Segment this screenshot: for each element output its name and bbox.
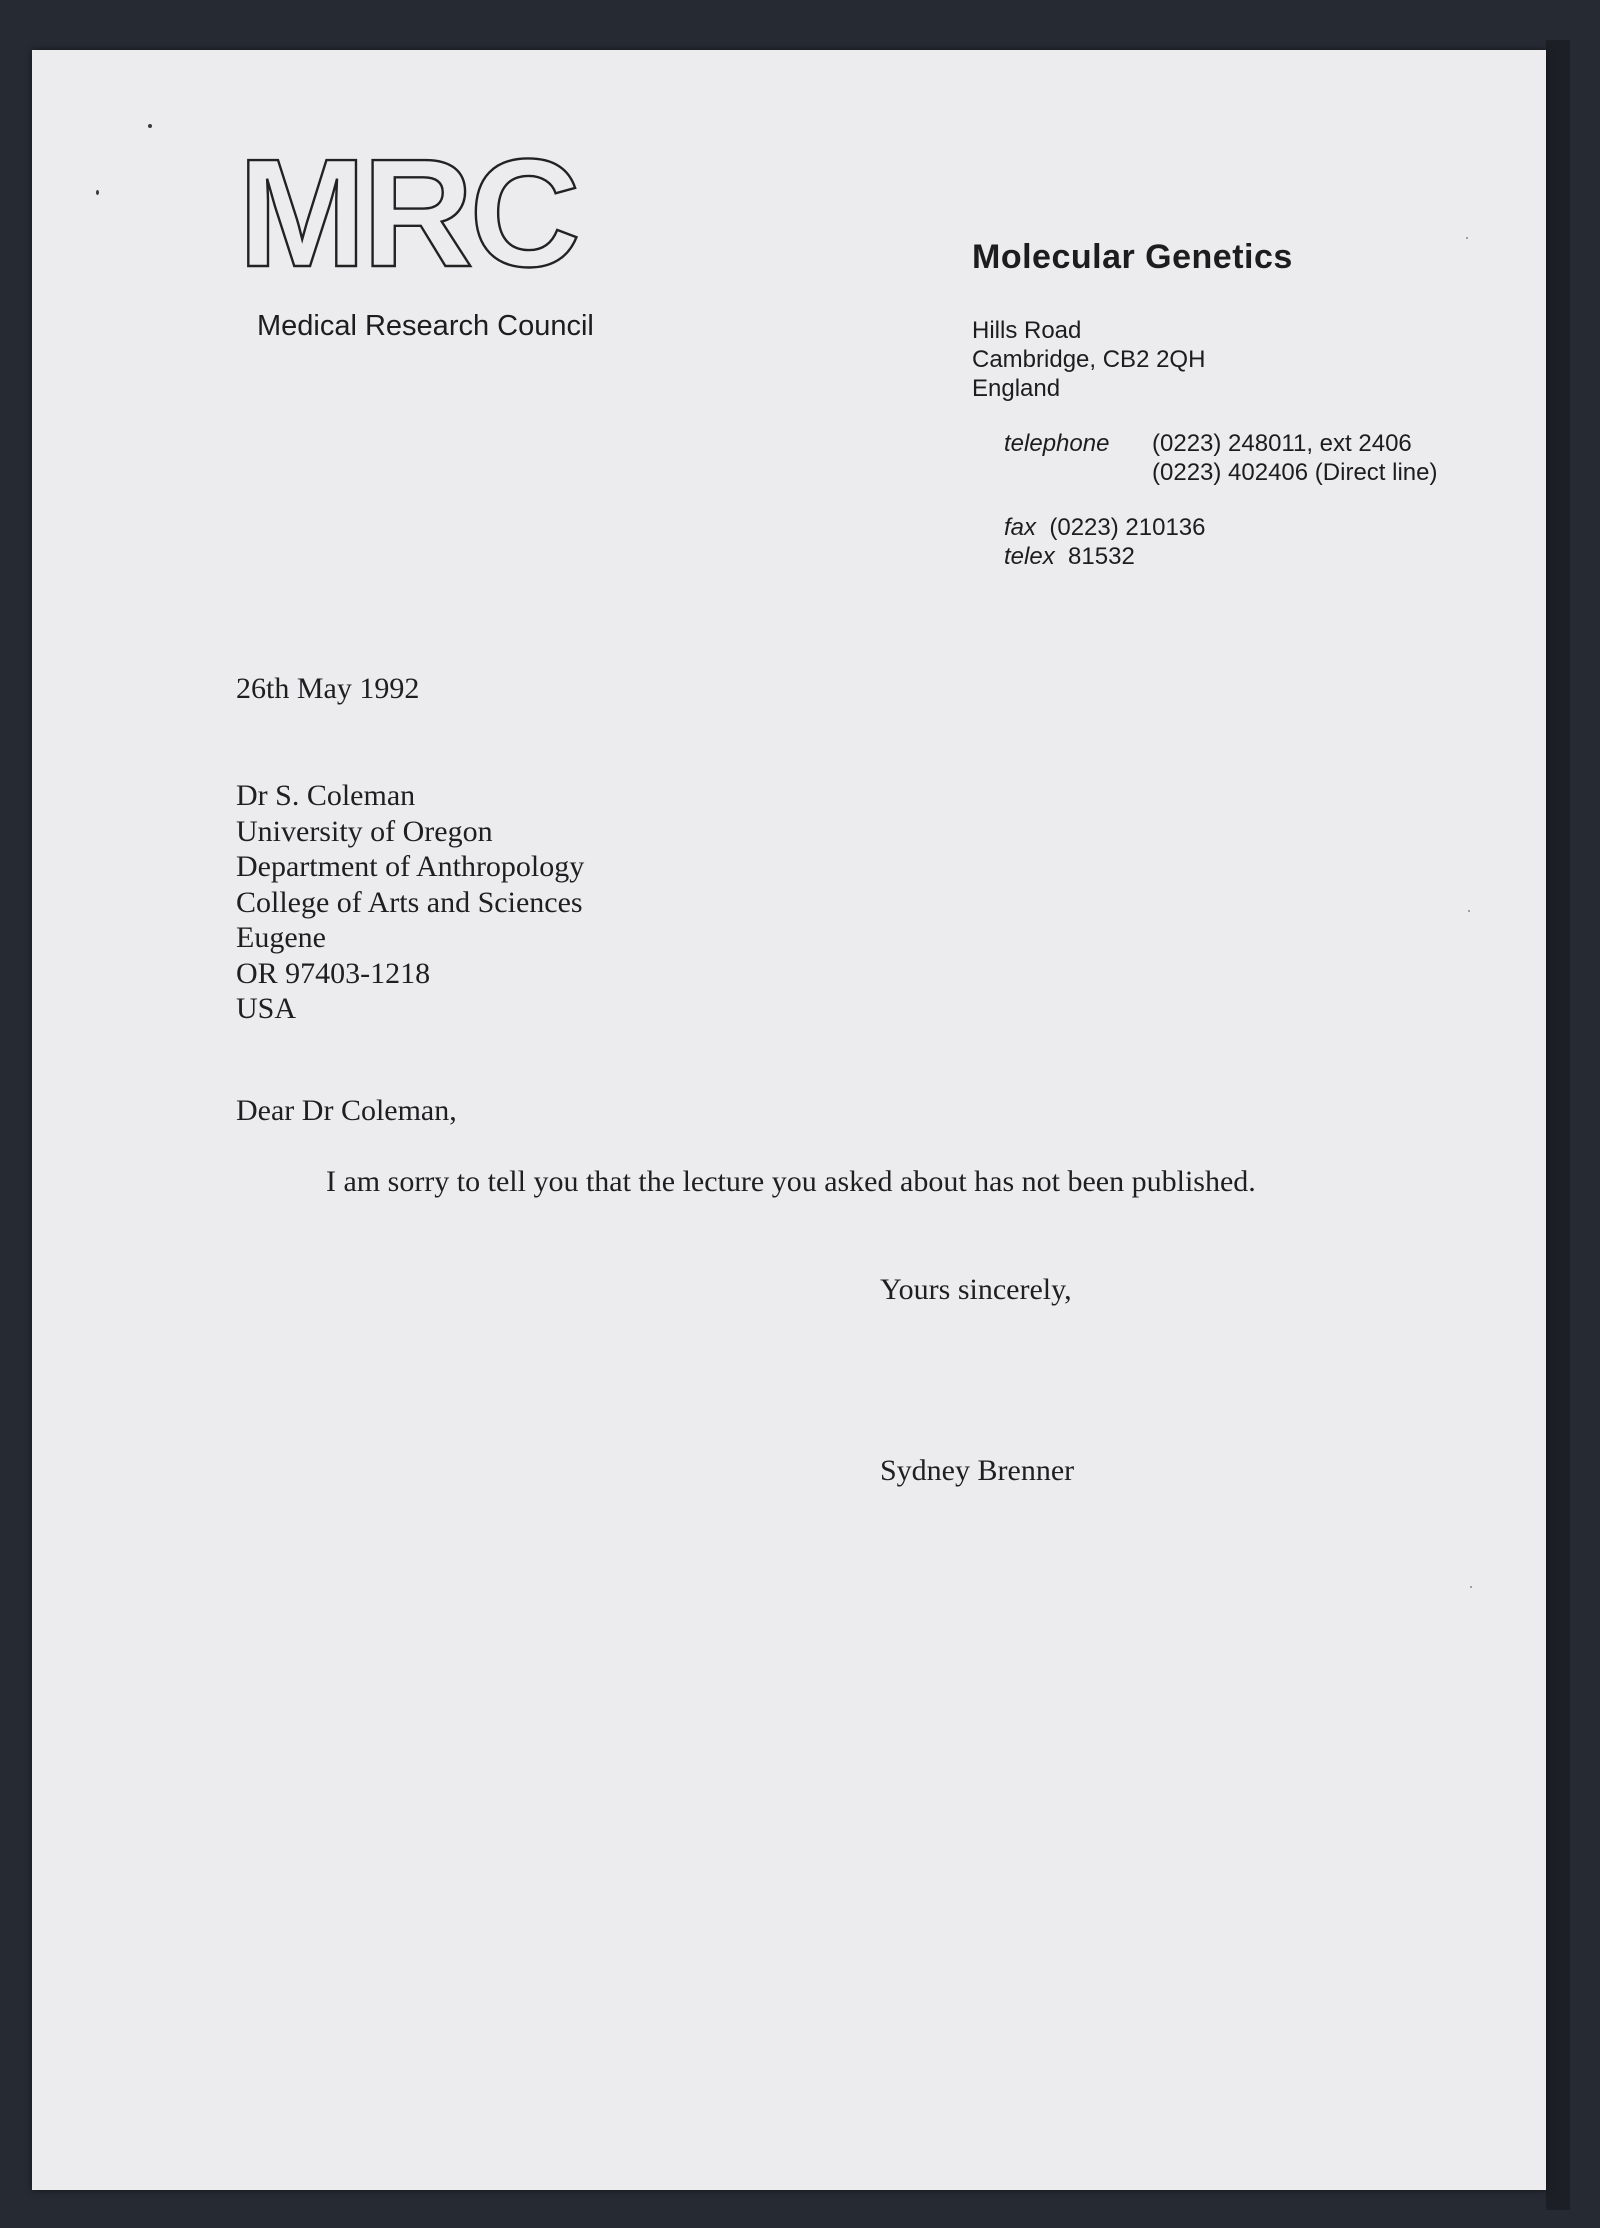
telephone-row: [1004, 430, 1109, 458]
paper-speck: [1466, 237, 1468, 239]
fax-number: (0223) 210136: [1049, 514, 1206, 541]
recipient-address: [236, 778, 584, 1027]
fax-label: fax: [1004, 514, 1037, 541]
closing: Yours sincerely,: [880, 1273, 1072, 1306]
telephone-number-2: (0223) 402406 (Direct line): [1152, 459, 1438, 486]
address-line: Hills Road: [972, 317, 1082, 344]
signatory-name: Sydney Brenner: [880, 1454, 1075, 1487]
letter-body: I am sorry to tell you that the lecture you asked about has not been published.: [326, 1165, 1256, 1198]
recipient-line: Department of Anthropology: [236, 850, 585, 883]
telephone-label: telephone: [1004, 430, 1110, 457]
org-name: Medical Research Council: [257, 310, 594, 342]
fax-row: [1004, 514, 1206, 542]
salutation: Dear Dr Coleman,: [236, 1094, 457, 1127]
telex-number: 81532: [1068, 543, 1135, 570]
recipient-line: Dr S. Coleman: [236, 779, 416, 812]
recipient-line: OR 97403-1218: [236, 956, 431, 990]
paper-speck: [148, 124, 152, 128]
department-address: [972, 316, 1205, 403]
paper-speck: [1470, 1586, 1472, 1588]
address-line: England: [972, 375, 1061, 402]
telephone-number-1: (0223) 248011, ext 2406: [1152, 430, 1412, 457]
letter-date: 26th May 1992: [236, 672, 420, 705]
mrc-logo: [238, 98, 628, 283]
recipient-line: USA: [236, 992, 297, 1025]
telex-label: telex: [1004, 543, 1055, 570]
paper-speck: [96, 190, 99, 195]
mrc-logo-text: MRC: [238, 127, 577, 278]
document-edge: [1546, 40, 1570, 2210]
recipient-line: Eugene: [236, 921, 326, 954]
recipient-line: College of Arts and Sciences: [236, 885, 583, 919]
telex-row: [1004, 543, 1135, 571]
recipient-line: University of Oregon: [236, 814, 493, 848]
paper-speck: [1468, 910, 1470, 912]
address-line: Cambridge, CB2 2QH: [972, 346, 1206, 373]
department-title: Molecular Genetics: [972, 238, 1293, 276]
